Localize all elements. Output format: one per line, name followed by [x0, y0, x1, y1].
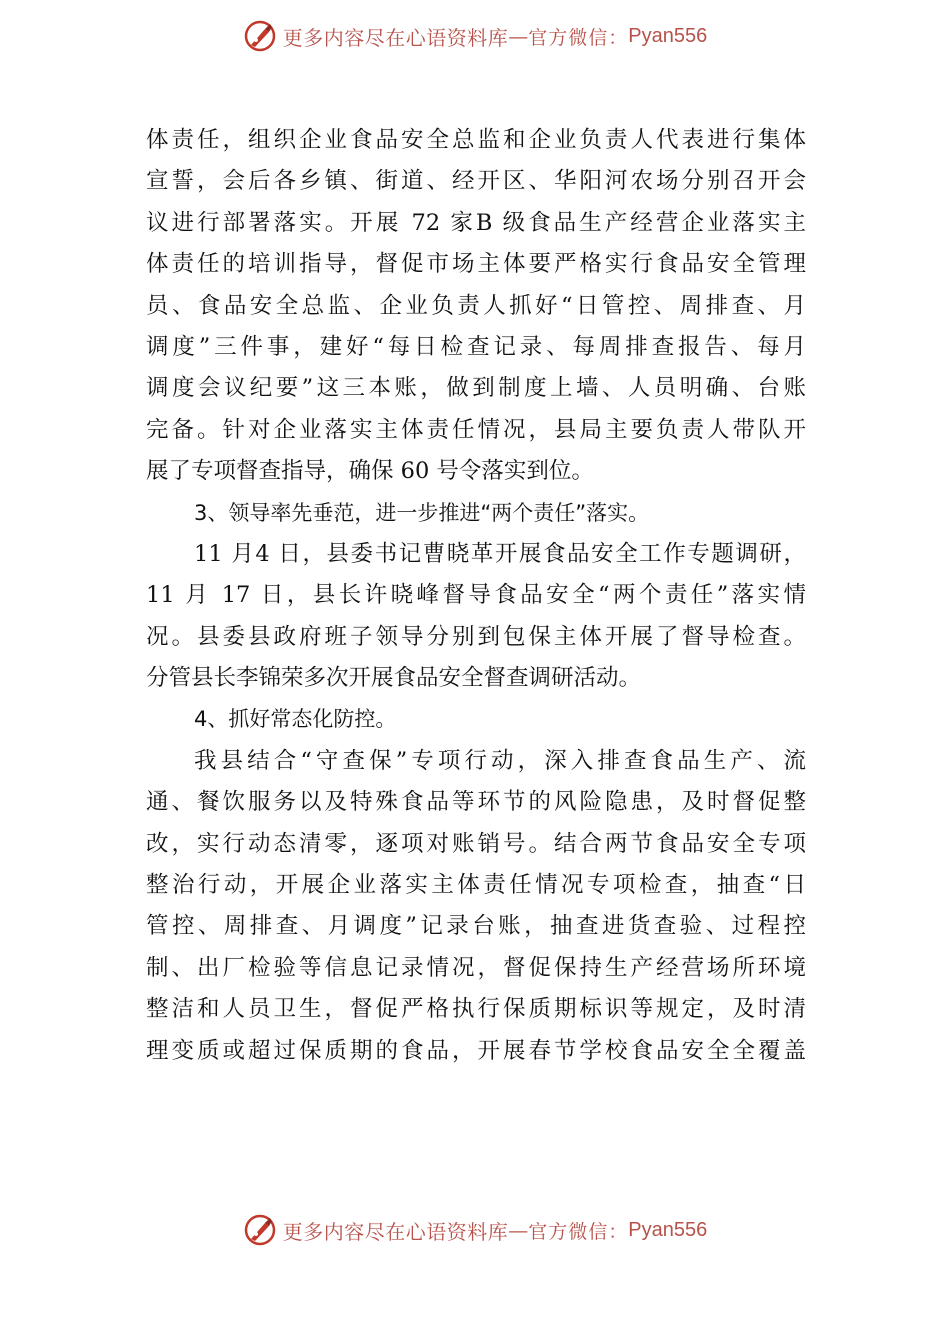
- text-line: 体责任，组织企业食品安全总监和企业负责人代表进行集体: [146, 127, 806, 153]
- text-line: 调度会议纪要”这三本账，做到制度上墙、人员明确、台账: [146, 375, 806, 402]
- text-line: 管控、周排查、月调度”记录台账，抽查进货查验、过程控: [146, 913, 806, 940]
- footer-wechat-label: 官方微信：: [528, 1220, 629, 1243]
- text-line: 展了专项督查指导，确保 60 号令落实到位。: [146, 458, 594, 485]
- paragraph-responsibility: [146, 120, 806, 493]
- text-line: 完备。针对企业落实主体责任情况，县局主要负责人带队开: [146, 416, 806, 443]
- text-line: 理变质或超过保质期的食品，开展春节学校食品安全全覆盖: [146, 1037, 806, 1064]
- text-line: 通、餐饮服务以及特殊食品等环节的风险隐患，及时督促整: [146, 789, 806, 816]
- text-line: 制、出厂检验等信息记录情况，督促保持生产经营场所环境: [146, 954, 806, 981]
- header-banner: [0, 16, 950, 56]
- footer-wechat-id: Pyan556: [628, 1218, 708, 1241]
- text-line: 改，实行动态清零，逐项对账销号。结合两节食品安全专项: [146, 830, 806, 857]
- pen-logo-icon: [243, 1213, 277, 1247]
- paragraph-leadership: [146, 534, 806, 700]
- document-body: [146, 120, 806, 1072]
- header-brand-text: 更多内容尽在心语资料库: [282, 25, 509, 50]
- footer-banner: [0, 1210, 950, 1250]
- header-separator: —: [508, 24, 529, 48]
- text-line: 整洁和人员卫生，督促严格执行保质期标识等规定，及时清: [146, 996, 806, 1023]
- text-line: 宣誓，会后各乡镇、街道、经开区、华阳河农场分别召开会: [146, 168, 806, 195]
- text-line: 员、食品安全总监、企业负责人抓好“日管控、周排查、月: [146, 292, 806, 319]
- pen-logo-icon: [243, 19, 277, 53]
- text-line: 调度”三件事，建好“每日检查记录、每周排查报告、每月: [146, 333, 806, 360]
- text-line: 议进行部署落实。开展 72 家B 级食品生产经营企业落实主: [146, 209, 806, 236]
- header-wechat-id: Pyan556: [628, 24, 708, 47]
- section-heading-4: 4、抓好常态化防控。: [194, 707, 397, 732]
- paragraph-prevention: [146, 741, 806, 1072]
- text-line: 我县结合“守查保”专项行动，深入排查食品生产、流: [194, 747, 806, 774]
- text-line: 况。县委县政府班子领导分别到包保主体开展了督导检查。: [146, 623, 806, 650]
- text-line: 11 月4 日，县委书记曹晓革开展食品安全工作专题调研，: [194, 540, 806, 567]
- text-line: 整治行动，开展企业落实主体责任情况专项检查，抽查“日: [146, 872, 806, 899]
- text-line: 分管县长李锦荣多次开展食品安全督查调研活动。: [146, 665, 642, 692]
- footer-separator: —: [508, 1218, 529, 1242]
- section-heading-3: 3、领导率先垂范，进一步推进“两个责任”落实。: [194, 500, 650, 525]
- text-line: 11 月 17 日，县长许晓峰督导食品安全“两个责任”落实情: [146, 582, 806, 609]
- footer-brand-text: 更多内容尽在心语资料库: [282, 1219, 509, 1244]
- header-wechat-label: 官方微信：: [528, 26, 629, 49]
- text-line: 体责任的培训指导，督促市场主体要严格实行食品安全管理: [146, 251, 806, 278]
